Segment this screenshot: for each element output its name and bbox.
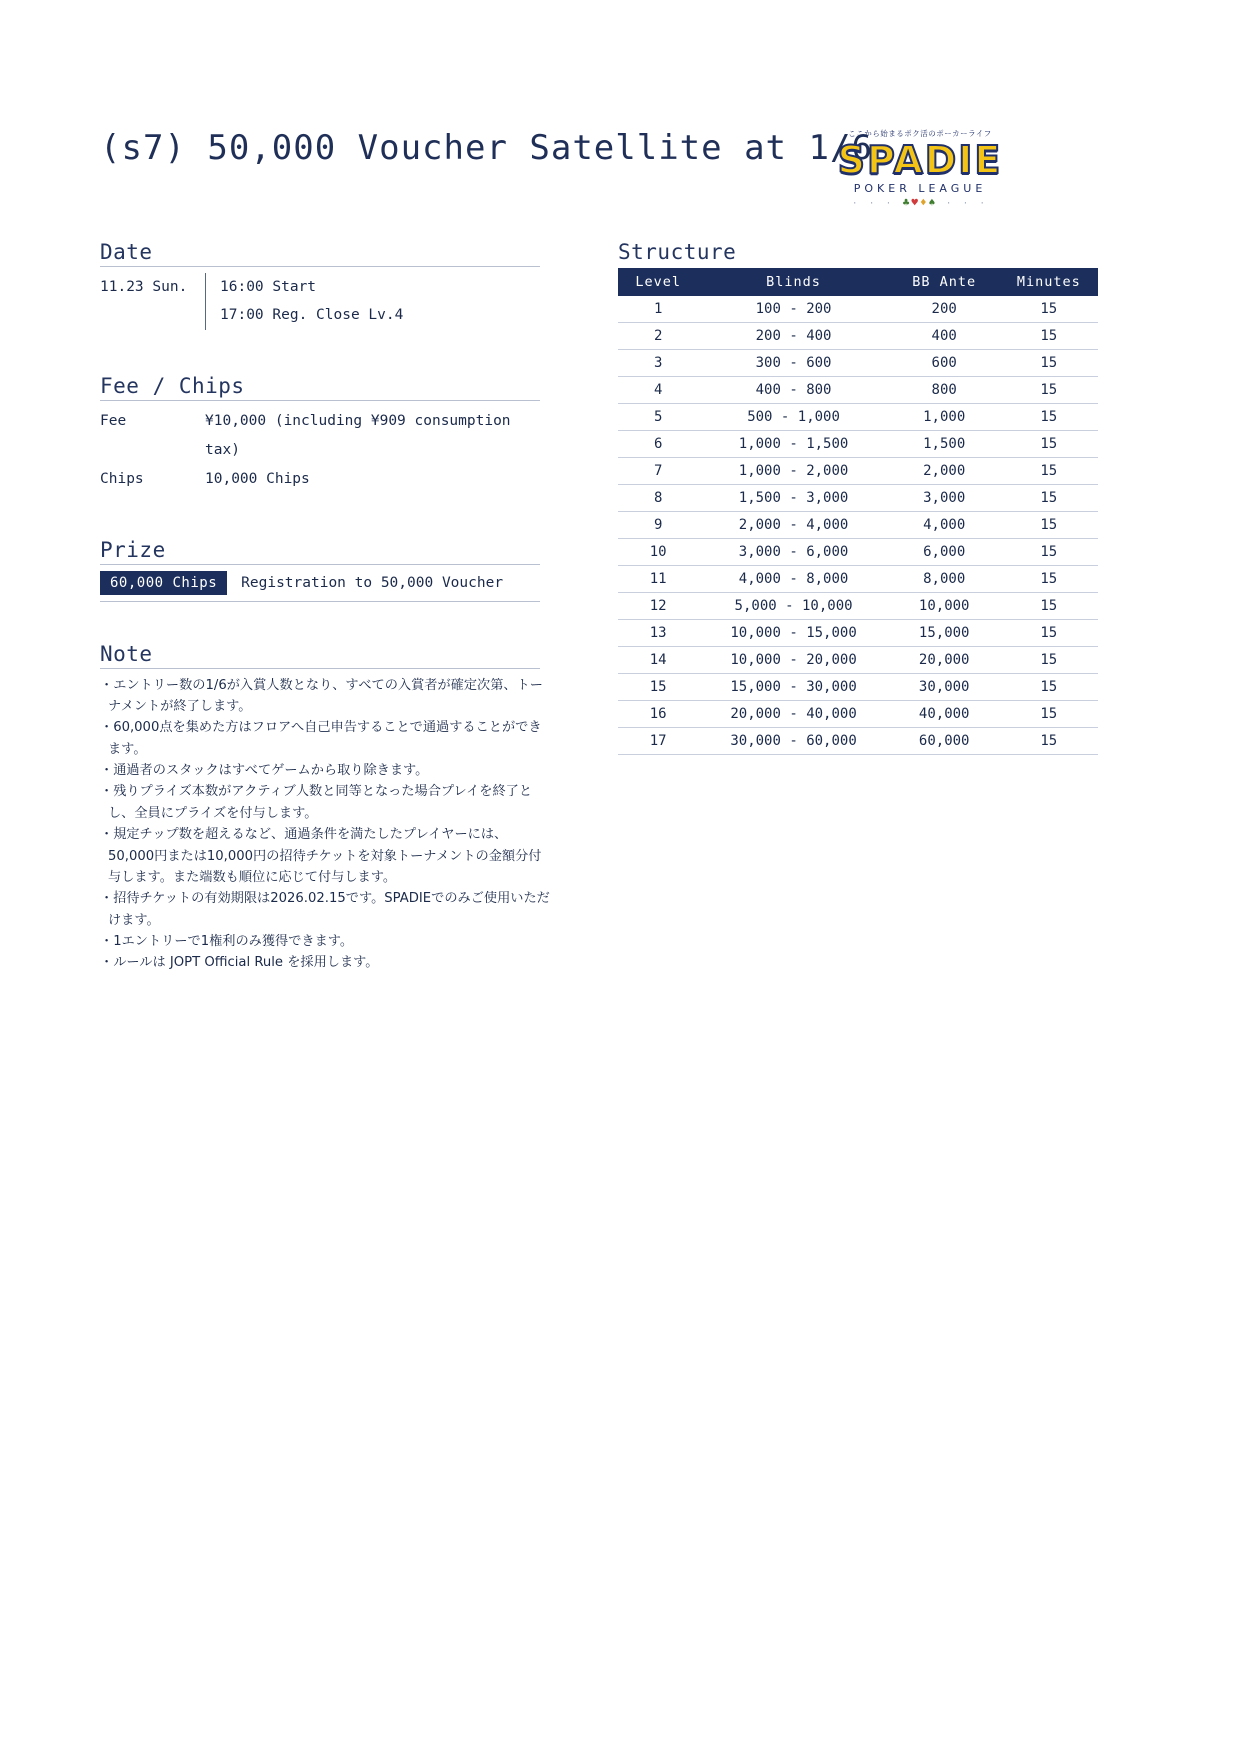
fee-value: ¥10,000 (including ¥909 consumption tax) (205, 412, 511, 458)
cell-blinds: 3,000 - 6,000 (698, 539, 888, 566)
cell-level: 17 (618, 728, 698, 755)
cell-minutes: 15 (1000, 458, 1098, 485)
cell-ante: 10,000 (889, 593, 1000, 620)
cell-level: 3 (618, 350, 698, 377)
prize-chip-badge: 60,000 Chips (100, 571, 227, 595)
table-row (618, 674, 1098, 701)
cell-minutes: 15 (1000, 404, 1098, 431)
prize-description: Registration to 50,000 Voucher (241, 574, 504, 591)
structure-table-body (618, 296, 1098, 755)
note-list (100, 675, 550, 974)
table-row (618, 404, 1098, 431)
table-row (618, 701, 1098, 728)
cell-level: 14 (618, 647, 698, 674)
cell-ante: 20,000 (889, 647, 1000, 674)
cell-blinds: 20,000 - 40,000 (698, 701, 888, 728)
logo-suit-row (830, 196, 1010, 209)
logo-dots-right: · · · (945, 198, 988, 209)
cell-minutes: 15 (1000, 728, 1098, 755)
cell-level: 12 (618, 593, 698, 620)
list-item: ・ 60,000点を集めた方はフロアへ自己申告することで通過することができます。 (100, 717, 550, 760)
note-heading: Note (100, 642, 540, 669)
chips-key: Chips (100, 470, 144, 487)
cell-ante: 30,000 (889, 674, 1000, 701)
logo-subtitle: POKER LEAGUE (853, 181, 987, 195)
cell-minutes: 15 (1000, 512, 1098, 539)
cell-ante: 6,000 (889, 539, 1000, 566)
table-row (618, 593, 1098, 620)
cell-level: 4 (618, 377, 698, 404)
cell-level: 6 (618, 431, 698, 458)
diamond-icon: ♦ (920, 195, 929, 209)
date-day: 11.23 Sun. (100, 279, 188, 295)
cell-blinds: 10,000 - 20,000 (698, 647, 888, 674)
logo-dots-left: · · · (852, 198, 895, 209)
chips-value: 10,000 Chips (205, 470, 310, 487)
cell-minutes: 15 (1000, 539, 1098, 566)
cell-minutes: 15 (1000, 566, 1098, 593)
cell-blinds: 300 - 600 (698, 350, 888, 377)
date-block (100, 273, 550, 330)
cell-minutes: 15 (1000, 431, 1098, 458)
cell-ante: 40,000 (889, 701, 1000, 728)
cell-minutes: 15 (1000, 323, 1098, 350)
column-header-minutes: Minutes (1000, 268, 1098, 296)
cell-ante: 1,500 (889, 431, 1000, 458)
cell-level: 10 (618, 539, 698, 566)
cell-blinds: 30,000 - 60,000 (698, 728, 888, 755)
cell-blinds: 200 - 400 (698, 323, 888, 350)
page-title: (s7) 50,000 Voucher Satellite at 1/6 (100, 128, 873, 168)
cell-ante: 4,000 (889, 512, 1000, 539)
list-item: ・ 残りプライズ本数がアクティブ人数と同等となった場合プレイを終了とし、全員にプライズを付与します。 (100, 781, 550, 824)
cell-minutes: 15 (1000, 377, 1098, 404)
heart-icon: ♥ (911, 195, 920, 209)
cell-ante: 200 (889, 296, 1000, 323)
list-item: ・ 招待チケットの有効期限は2026.02.15です。SPADIEでのみご使用いただけます。 (100, 888, 550, 931)
cell-ante: 3,000 (889, 485, 1000, 512)
logo-tagline: ここから始まるポク活のポーカーライフ (848, 129, 992, 138)
spade-icon: ♠ (928, 195, 938, 209)
column-header-level: Level (618, 268, 698, 296)
table-row (618, 458, 1098, 485)
date-time-line: 16:00 Start (220, 279, 317, 295)
cell-blinds: 1,000 - 2,000 (698, 458, 888, 485)
date-times (205, 273, 403, 330)
cell-level: 5 (618, 404, 698, 431)
table-row (618, 431, 1098, 458)
chips-row (100, 465, 550, 494)
structure-table (618, 268, 1098, 755)
list-item: ・ 1エントリーで1権利のみ獲得できます。 (100, 931, 550, 952)
cell-ante: 400 (889, 323, 1000, 350)
cell-blinds: 4,000 - 8,000 (698, 566, 888, 593)
list-item: ・ ルールは JOPT Official Rule を採用します。 (100, 952, 550, 973)
cell-minutes: 15 (1000, 485, 1098, 512)
table-row (618, 323, 1098, 350)
prize-heading: Prize (100, 538, 540, 565)
cell-ante: 600 (889, 350, 1000, 377)
table-row (618, 566, 1098, 593)
cell-blinds: 10,000 - 15,000 (698, 620, 888, 647)
table-row (618, 296, 1098, 323)
cell-blinds: 400 - 800 (698, 377, 888, 404)
cell-ante: 800 (889, 377, 1000, 404)
column-header-bb-ante: BB Ante (889, 268, 1000, 296)
table-row (618, 485, 1098, 512)
cell-minutes: 15 (1000, 701, 1098, 728)
cell-level: 9 (618, 512, 698, 539)
cell-level: 8 (618, 485, 698, 512)
cell-minutes: 15 (1000, 674, 1098, 701)
table-row (618, 728, 1098, 755)
fee-row (100, 407, 550, 465)
logo-wordmark: SPADIE (837, 138, 1003, 182)
cell-ante: 8,000 (889, 566, 1000, 593)
cell-level: 16 (618, 701, 698, 728)
list-item: ・ エントリー数の1/6が入賞人数となり、すべての入賞者が確定次第、トーナメントが終了します。 (100, 675, 550, 718)
table-row (618, 647, 1098, 674)
fee-block (100, 407, 550, 494)
cell-minutes: 15 (1000, 296, 1098, 323)
date-heading: Date (100, 240, 540, 267)
table-row (618, 539, 1098, 566)
cell-blinds: 100 - 200 (698, 296, 888, 323)
table-row (618, 620, 1098, 647)
column-header-blinds: Blinds (698, 268, 888, 296)
table-row (618, 377, 1098, 404)
cell-blinds: 5,000 - 10,000 (698, 593, 888, 620)
list-item: ・ 規定チップ数を超えるなど、通過条件を満たしたプレイヤーには、50,000円または10,000円の招待チケットを対象トーナメントの金額分付与します。また端数も順位に応じて付与します。 (100, 824, 550, 888)
cell-ante: 2,000 (889, 458, 1000, 485)
cell-ante: 15,000 (889, 620, 1000, 647)
left-column (100, 240, 550, 974)
cell-level: 2 (618, 323, 698, 350)
cell-level: 13 (618, 620, 698, 647)
cell-level: 11 (618, 566, 698, 593)
club-icon: ♣ (902, 195, 912, 209)
cell-blinds: 15,000 - 30,000 (698, 674, 888, 701)
structure-heading: Structure (618, 240, 737, 264)
cell-blinds: 500 - 1,000 (698, 404, 888, 431)
fee-key: Fee (100, 412, 127, 429)
cell-blinds: 2,000 - 4,000 (698, 512, 888, 539)
cell-blinds: 1,000 - 1,500 (698, 431, 888, 458)
fee-heading: Fee / Chips (100, 374, 540, 401)
cell-level: 15 (618, 674, 698, 701)
cell-level: 7 (618, 458, 698, 485)
date-time-line: 17:00 Reg. Close Lv.4 (220, 307, 404, 324)
table-row (618, 512, 1098, 539)
cell-minutes: 15 (1000, 620, 1098, 647)
cell-level: 1 (618, 296, 698, 323)
structure-section (618, 240, 1098, 755)
cell-minutes: 15 (1000, 350, 1098, 377)
table-header-row (618, 268, 1098, 296)
list-item: ・ 通過者のスタックはすべてゲームから取り除きます。 (100, 760, 550, 781)
table-row (618, 350, 1098, 377)
cell-blinds: 1,500 - 3,000 (698, 485, 888, 512)
cell-minutes: 15 (1000, 593, 1098, 620)
cell-ante: 60,000 (889, 728, 1000, 755)
cell-minutes: 15 (1000, 647, 1098, 674)
cell-ante: 1,000 (889, 404, 1000, 431)
spadie-logo (830, 128, 1010, 209)
prize-block (100, 571, 550, 595)
